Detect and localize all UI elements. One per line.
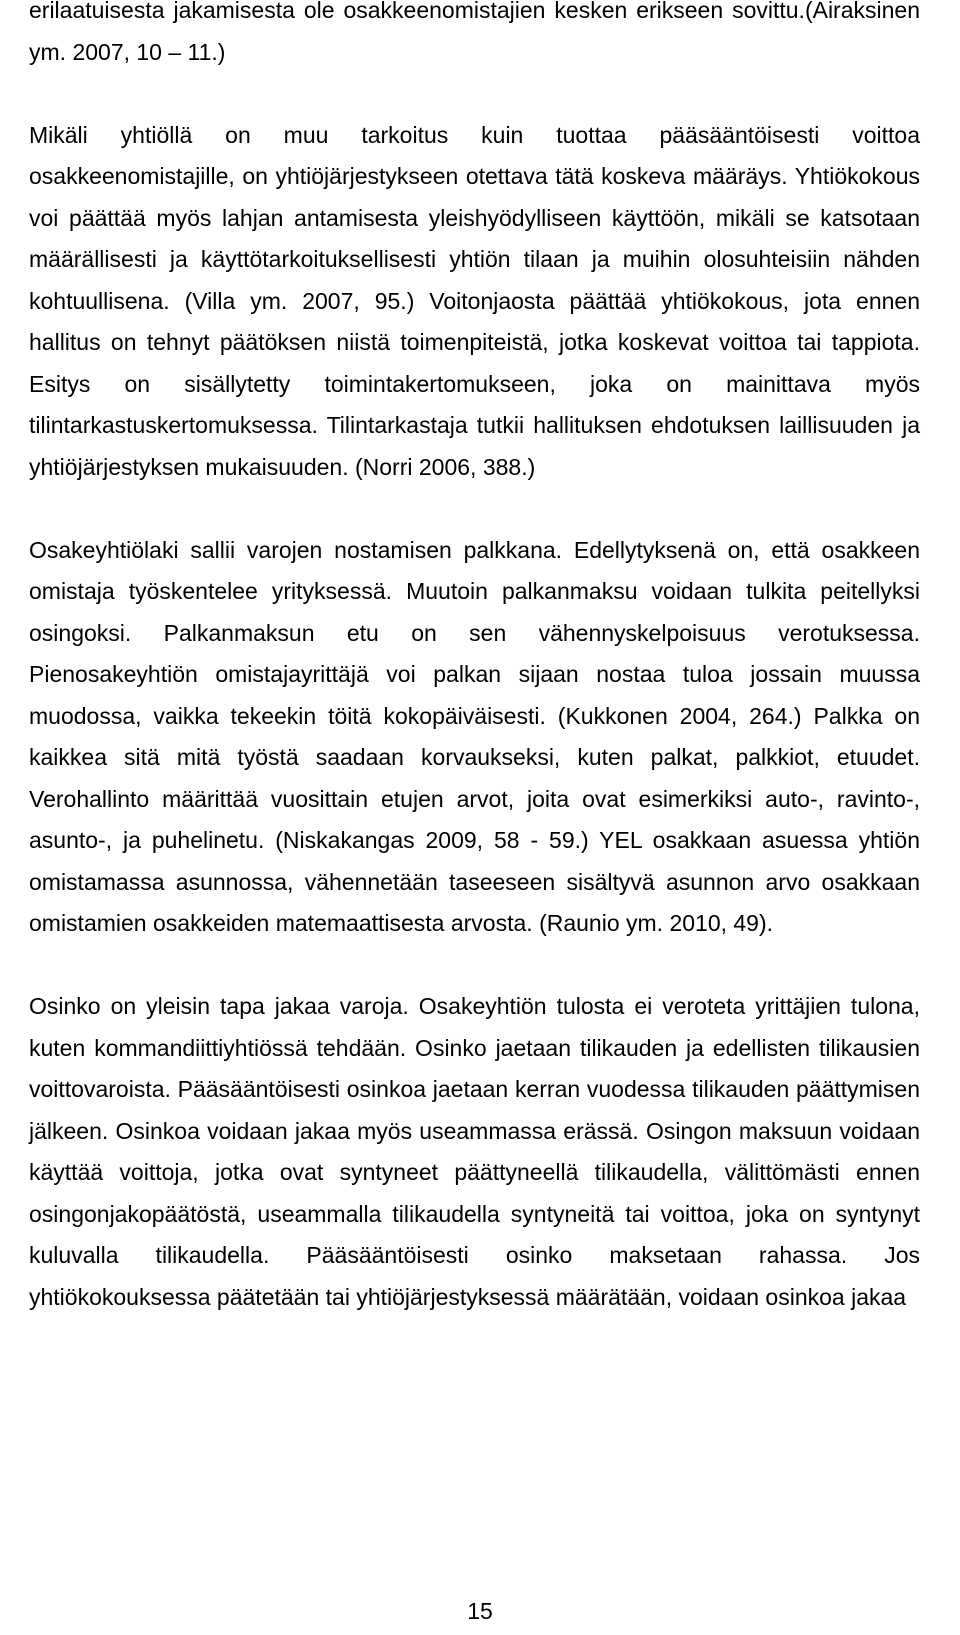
paragraph-4: Osinko on yleisin tapa jakaa varoja. Osakeyhtiön tulosta ei veroteta yrittäjien tulona, kuten kommandiittiyhtiössä tehdään. Osinko jaetaan tilikauden ja edellisten tilikausien voittovaroista. Pääsääntöisesti osinkoa jaetaan kerran vuodessa tilikauden päättymisen jälkeen. Osinkoa voidaan jakaa myös useammassa erässä. Osingon maksuun voidaan käyttää voittoja, jotka ovat syntyneet päättyneellä tilikaudella, välittömästi ennen osingonjakopäätöstä, useammalla tilikaudella syntyneitä tai voittoa, joka on syntynyt kuluvalla tilikaudella. Pääsääntöisesti osinko maksetaan rahassa. Jos yhtiökokouksessa päätetään tai yhtiöjärjestyksessä määrätään, voidaan osinkoa jakaa — [29, 993, 920, 1310]
paragraph-3: Osakeyhtiölaki sallii varojen nostamisen palkkana. Edellytyksenä on, että osakkeen omistaja työskentelee yrityksessä. Muutoin palkanmaksu voidaan tulkita peitellyksi osingoksi. Palkanmaksun etu on sen vähennyskelpoisuus verotuksessa. Pienosakeyhtiön omistajayrittäjä voi palkan sijaan nostaa tuloa jossain muussa muodossa, vaikka tekeekin töitä kokopäiväisesti. (Kukkonen 2004, 264.) Palkka on kaikkea sitä mitä työstä saadaan korvaukseksi, kuten palkat, palkkiot, etuudet. Verohallinto määrittää vuosittain etujen arvot, joita ovat esimerkiksi auto-, ravinto-, asunto-, ja puhelinetu. (Niskakangas 2009, 58 - 59.) YEL osakkaan asuessa yhtiön omistamassa asunnossa, vähennetään taseeseen sisältyvä asunnon arvo osakkaan omistamien osakkeiden matemaattisesta arvosta. (Raunio ym. 2010, 49). — [29, 536, 920, 936]
paragraph-1: erilaatuisesta jakamisesta ole osakkeenomistajien kesken erikseen sovittu.(Airaksinen ym. 2007, 10 – 11.) — [29, 0, 920, 65]
page-number: 15 — [467, 1598, 493, 1624]
paragraph-2: Mikäli yhtiöllä on muu tarkoitus kuin tuottaa pääsääntöisesti voittoa osakkeenomistajille, on yhtiöjärjestykseen otettava tätä koskeva määräys. Yhtiökokous voi päättää myös lahjan antamisesta yleishyödylliseen käyttöön, mikäli se katsotaan määrällisesti ja käyttötarkoituksellisesti yhtiön tilaan ja muihin olosuhteisiin nähden kohtuullisena. (Villa ym. 2007, 95.) Voitonjaosta päättää yhtiökokous, jota ennen hallitus on tehnyt päätöksen niistä toimenpiteistä, jotka koskevat voittoa tai tappiota. Esitys on sisällytetty toimintakertomukseen, joka on mainittava myös tilintarkastuskertomuksessa. Tilintarkastaja tutkii hallituksen ehdotuksen laillisuuden ja yhtiöjärjestyksen mukaisuuden. (Norri 2006, 388.) — [29, 121, 920, 480]
body-text — [29, 0, 920, 1318]
